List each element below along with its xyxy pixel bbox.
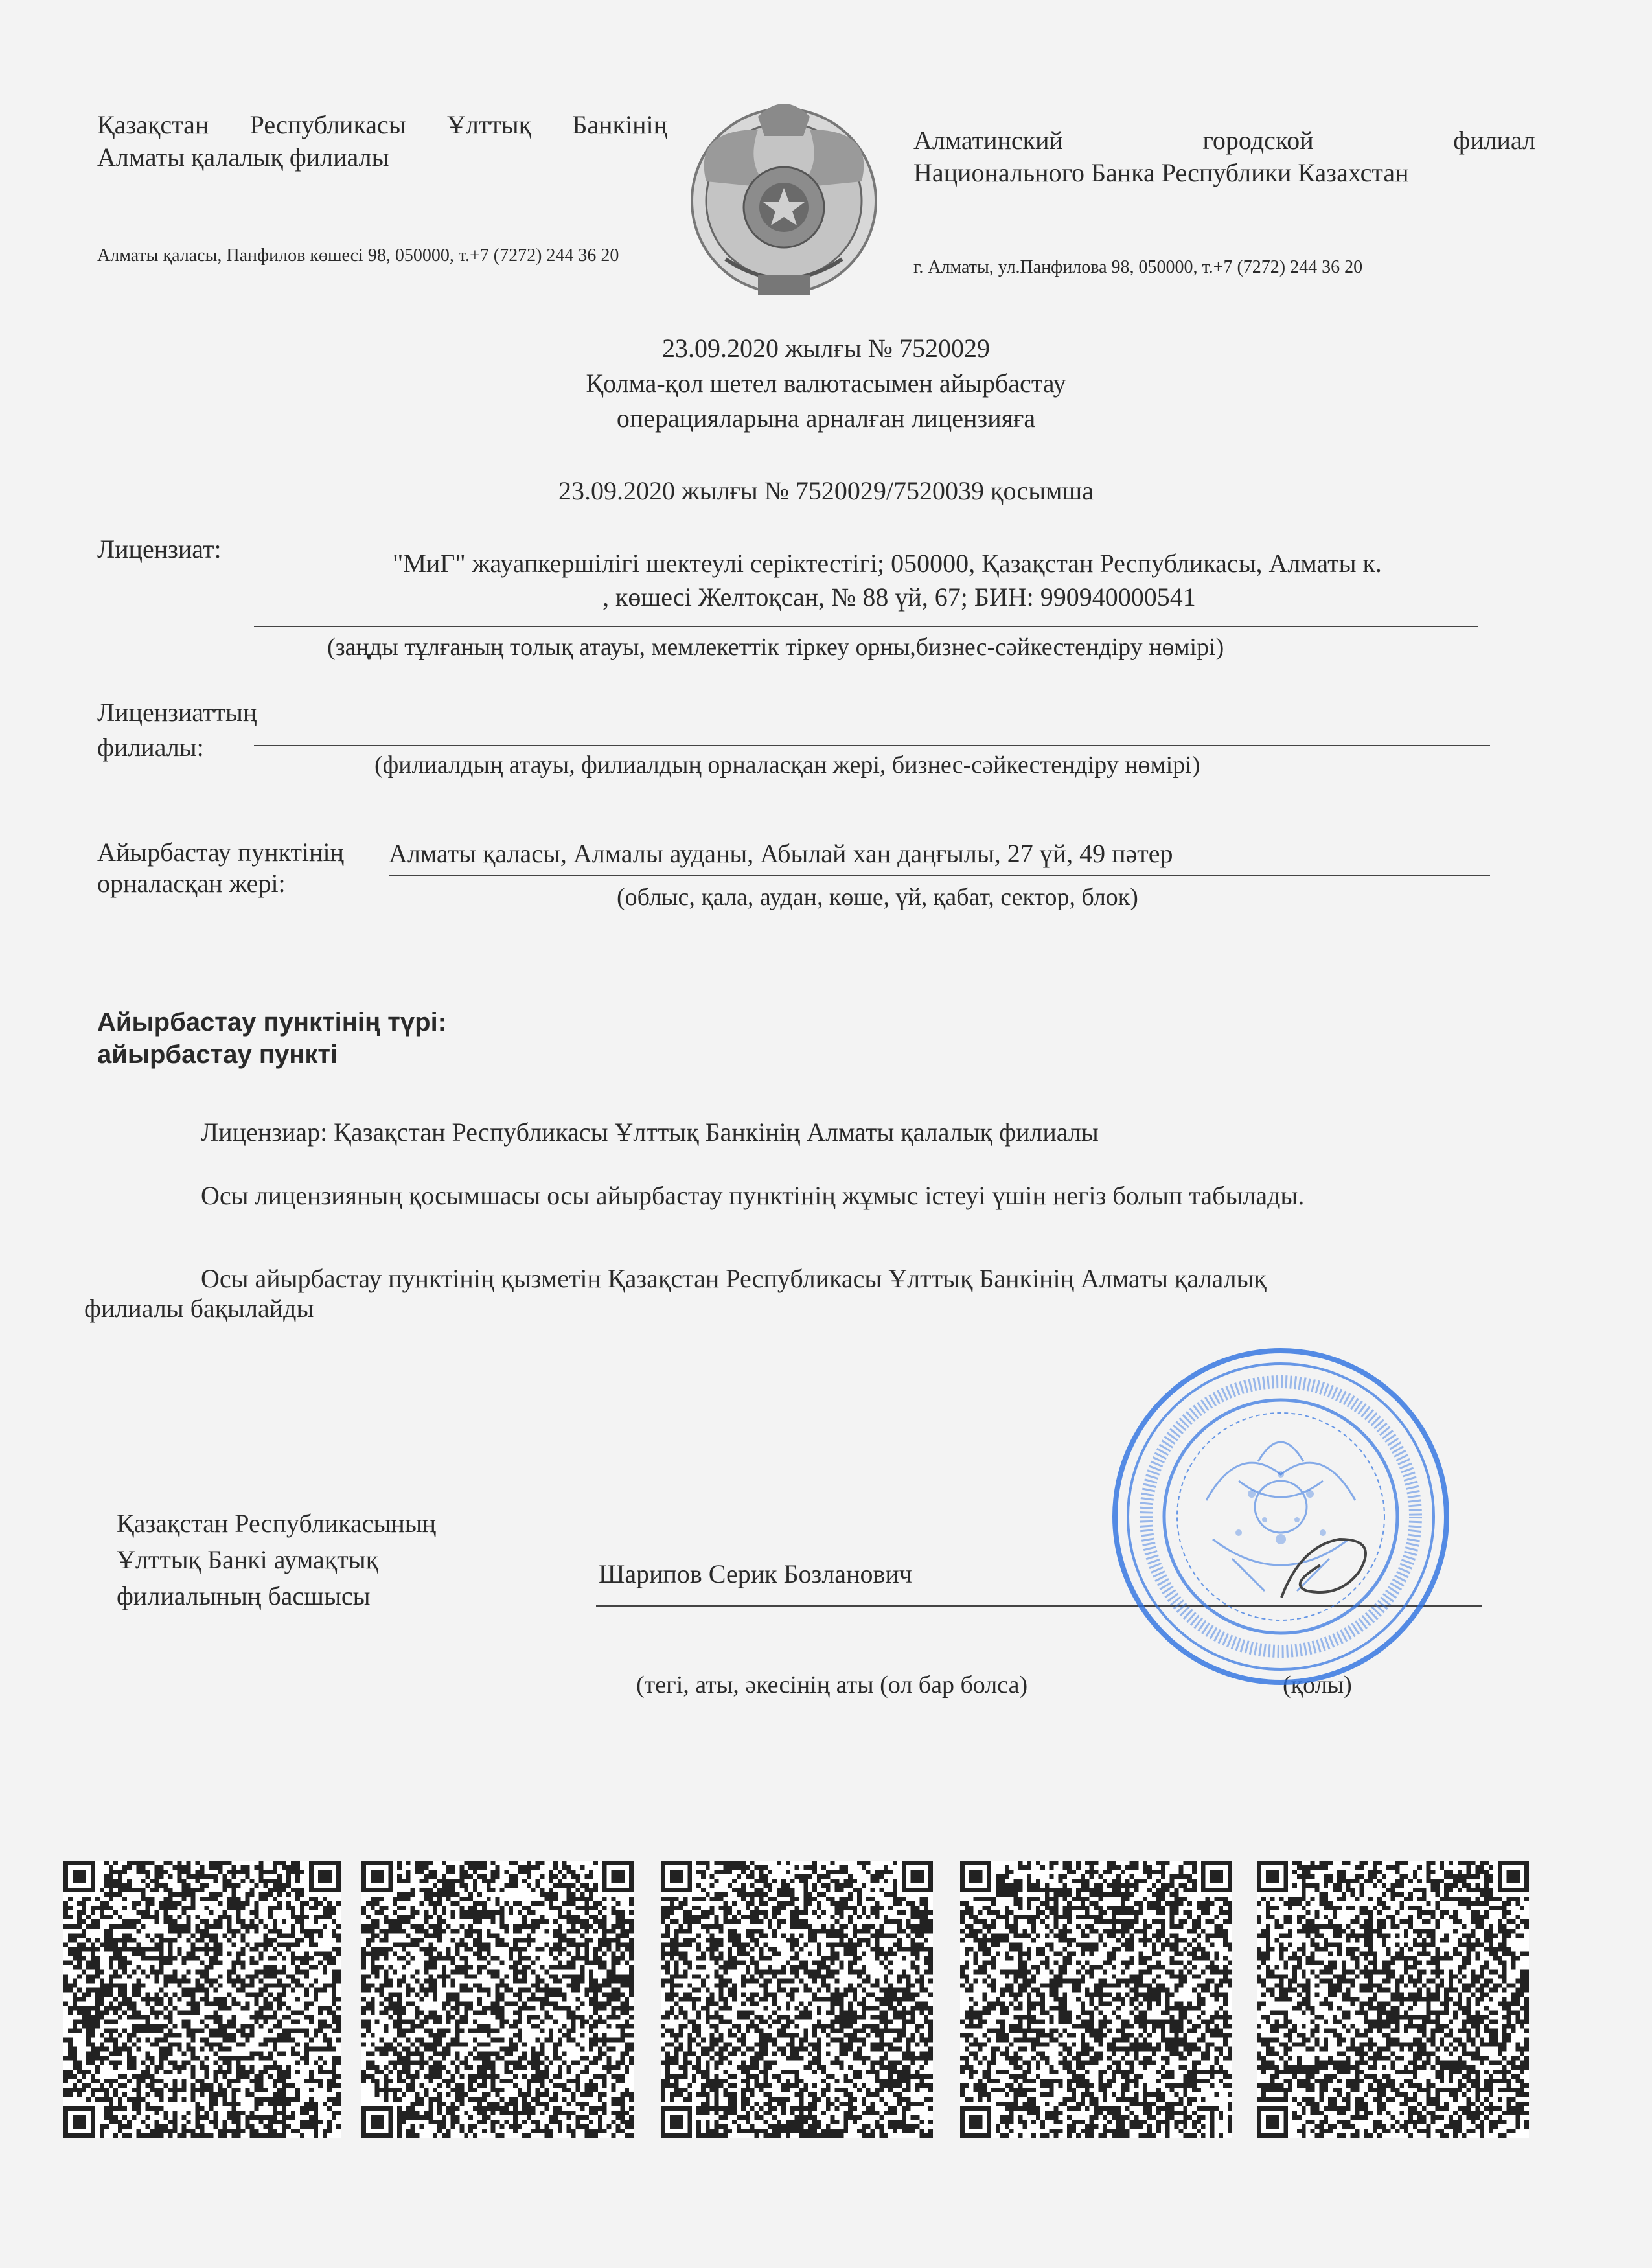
branch-label-line2: филиалы:: [97, 733, 204, 762]
header-right-org-line2: Национального Банка Республики Казахстан: [913, 158, 1409, 187]
handwritten-signature: [1262, 1520, 1392, 1623]
branch-label-line1: Лицензиаттың: [97, 698, 257, 727]
header-left-org-line1: Қазақстан Республикасы Ұлттық Банкінің: [97, 110, 667, 139]
location-value: Алматы қаласы, Алмалы ауданы, Абылай хан даңғылы, 27 үй, 49 пәтер: [389, 839, 1173, 868]
header-left-address: Алматы қаласы, Панфилов көшесі 98, 050000, т.+7 (7272) 244 36 20: [97, 246, 619, 266]
body-paragraph-1: Осы лицензияның қосымшасы осы айырбастау пунктінің жұмыс істеуі үшін негіз болып табылады.: [201, 1181, 1305, 1210]
title-line1: 23.09.2020 жылғы № 7520029: [662, 334, 990, 363]
location-underline: [389, 875, 1490, 876]
signatory-role-line2: Ұлттық Банкі аумақтық: [117, 1545, 379, 1574]
body-paragraph-2-line1: Осы айырбастау пунктінің қызметін Қазақстан Республикасы Ұлттық Банкінің Алматы қалалық: [201, 1264, 1267, 1293]
signature-caption: (қолы): [1283, 1671, 1352, 1699]
signatory-name-caption: (тегі, аты, әкесінің аты (ол бар болса): [636, 1671, 1028, 1699]
type-value: айырбастау пункті: [97, 1040, 338, 1069]
location-caption: (облыс, қала, аудан, көше, үй, қабат, сектор, блок): [617, 884, 1138, 911]
qr-code-3: [661, 1861, 933, 2138]
title-line2: Қолма-қол шетел валютасымен айырбастау: [586, 369, 1066, 398]
title-line3: операцияларына арналған лицензияға: [616, 404, 1036, 433]
qr-code-2: [361, 1861, 634, 2138]
licensee-underline: [254, 626, 1478, 627]
licensee-label: Лицензиат:: [97, 534, 222, 564]
signatory-role-line1: Қазақстан Республикасының: [117, 1509, 437, 1538]
licensee-caption: (заңды тұлғаның толық атауы, мемлекеттік тіркеу орны,бизнес-сәйкестендіру нөмірі): [327, 634, 1224, 661]
state-emblem: [687, 91, 881, 304]
type-label: Айырбастау пунктінің түрі:: [97, 1008, 447, 1037]
qr-code-5: [1257, 1861, 1529, 2138]
header-right-address: г. Алматы, ул.Панфилова 98, 050000, т.+7 (7272) 244 36 20: [913, 257, 1363, 277]
licensor-line: Лицензиар: Қазақстан Республикасы Ұлттық Банкінің Алматы қалалық филиалы: [201, 1117, 1099, 1147]
qr-code-4: [960, 1861, 1232, 2138]
qr-code-1: [63, 1861, 341, 2138]
branch-caption: (филиалдың атауы, филиалдың орналасқан жері, бизнес-сәйкестендіру нөмірі): [374, 751, 1200, 779]
header-left-org-line2: Алматы қалалық филиалы: [97, 143, 389, 172]
location-label-line2: орналасқан жері:: [97, 869, 286, 898]
licensee-value-line1: "МиГ" жауапкершілігі шектеулі серіктестігі; 050000, Қазақстан Республикасы, Алматы к.: [393, 549, 1382, 578]
signatory-name: Шарипов Серик Бозланович: [599, 1559, 912, 1588]
title-line4: 23.09.2020 жылғы № 7520029/7520039 қосымша: [558, 476, 1094, 505]
header-right-org-line1: Алматинский городской филиал: [913, 126, 1535, 155]
location-label-line1: Айырбастау пунктінің: [97, 838, 344, 867]
signatory-role-line3: филиалының басшысы: [117, 1581, 371, 1610]
branch-underline: [254, 745, 1490, 746]
official-stamp: [1109, 1345, 1452, 1688]
body-paragraph-2-line2: филиалы бақылайды: [84, 1294, 314, 1323]
licensee-value-line2: , көшесі Желтоқсан, № 88 үй, 67; БИН: 990940000541: [602, 582, 1196, 612]
